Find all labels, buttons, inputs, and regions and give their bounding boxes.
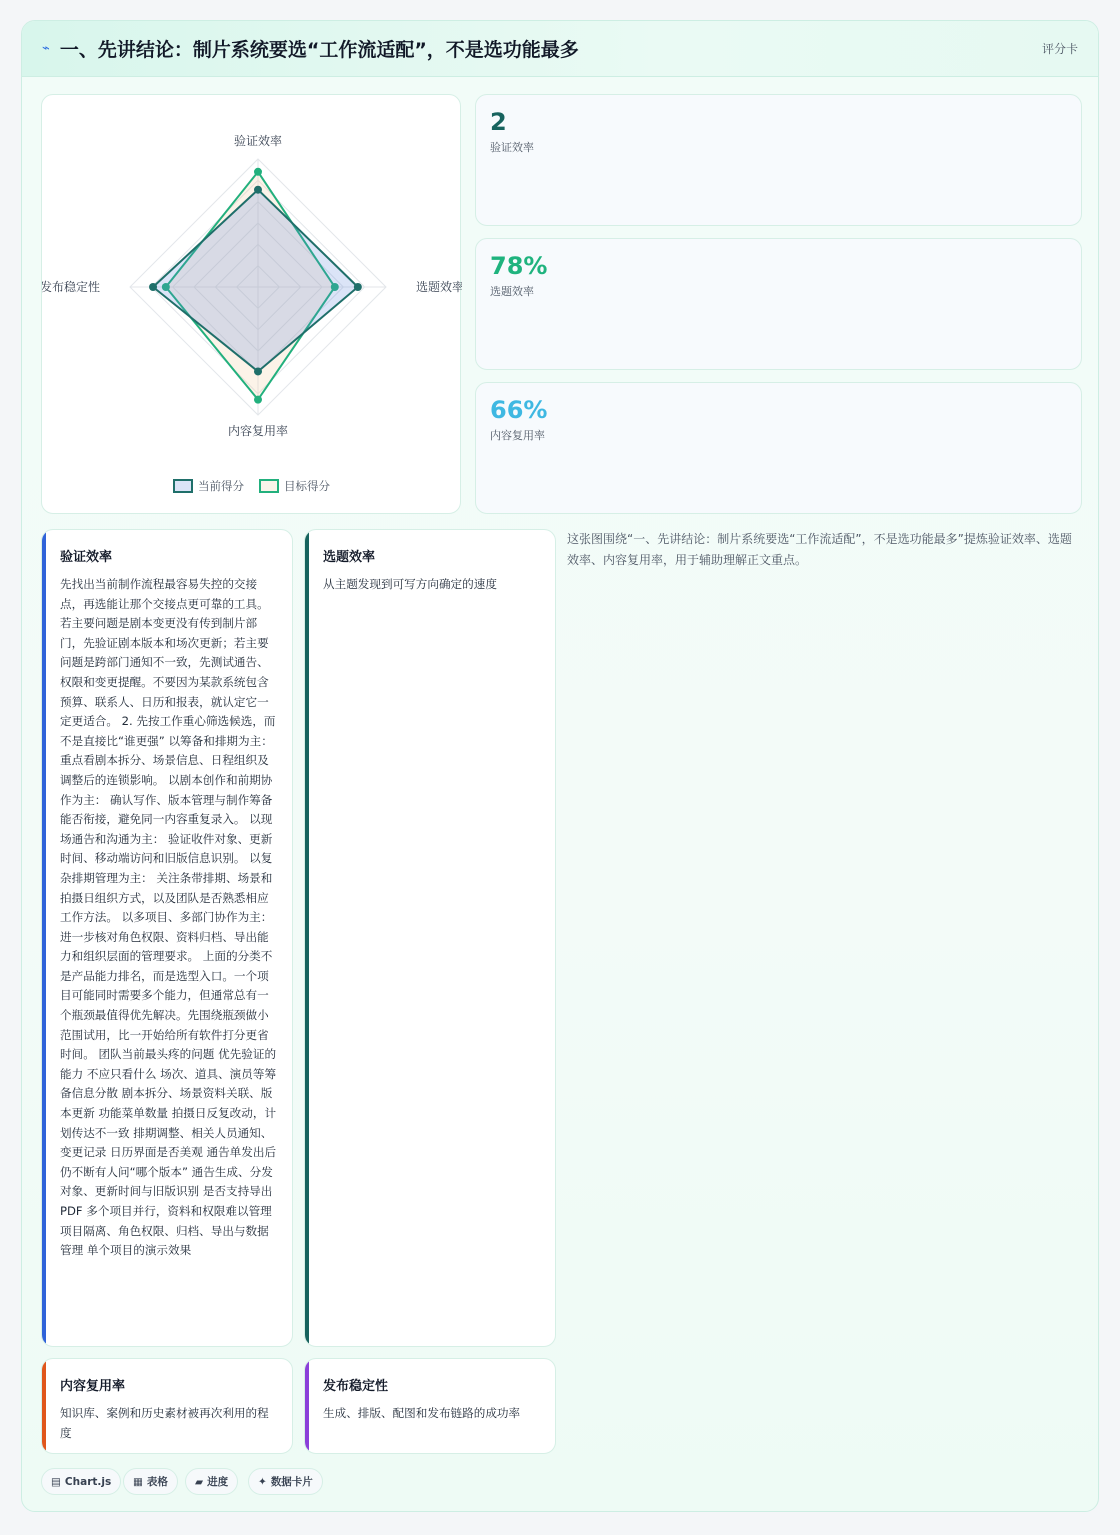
radar-series-area [153, 190, 358, 372]
stat-card-3 [475, 382, 1082, 514]
metric-card-verify [41, 529, 293, 1347]
panel-header [22, 21, 1098, 77]
pill-chartjs[interactable] [41, 1468, 121, 1495]
radar-axis-label: 内容复用率 [227, 424, 289, 438]
radar-data-point [149, 283, 157, 291]
page-title: 一、先讲结论：制片系统要选“工作流适配”，不是选功能最多 [59, 39, 579, 61]
stat-label: 内容复用率 [490, 429, 545, 442]
legend-swatch [260, 480, 278, 492]
pill-progress[interactable] [185, 1468, 238, 1495]
metric-card-reuse [41, 1358, 293, 1454]
metric-card-publish [304, 1358, 556, 1454]
radar-axis-label: 验证效率 [233, 134, 283, 148]
table-icon: ▦ [133, 1475, 143, 1488]
stat-value: 78% [490, 252, 548, 280]
pill-label: 数据卡片 [270, 1476, 313, 1488]
metric-card-topic [304, 529, 556, 1347]
chart-description: 这张图围绕“一、先讲结论：制片系统要选“工作流适配”，不是选功能最多”提炼验证效率、选题效率、内容复用率，用于辅助理解正文重点。 [567, 532, 1072, 567]
radar-data-point [254, 396, 262, 404]
radar-data-point [254, 168, 262, 176]
stat-card-1 [475, 94, 1082, 226]
lightning-icon: ⌁ [42, 41, 50, 56]
pill-label: Chart.js [64, 1475, 112, 1488]
legend-swatch [174, 480, 192, 492]
metric-text: 知识库、案例和历史素材被再次利用的程度 [60, 1406, 269, 1440]
metric-title: 内容复用率 [60, 1379, 126, 1394]
stat-value: 66% [490, 396, 548, 424]
metric-title: 验证效率 [60, 550, 113, 565]
radar-chart [42, 95, 462, 515]
metric-text: 生成、排版、配图和发布链路的成功率 [323, 1406, 521, 1420]
radar-axis-label: 选题效率 [416, 280, 462, 294]
chart-icon: ▤ [51, 1475, 61, 1488]
scorecard-tag: 评分卡 [1041, 42, 1078, 56]
stat-label: 验证效率 [490, 141, 534, 154]
pill-table[interactable] [123, 1468, 178, 1495]
progress-icon: ▰ [195, 1475, 204, 1488]
stat-label: 选题效率 [490, 285, 534, 298]
pill-label: 进度 [207, 1476, 229, 1488]
metric-title: 选题效率 [323, 550, 376, 565]
radar-data-point [254, 367, 262, 375]
metric-text: 从主题发现到可写方向确定的速度 [323, 577, 497, 591]
pill-label: 表格 [146, 1476, 168, 1488]
metric-text: 先找出当前制作流程最容易失控的交接点，再选能让那个交接点更可靠的工具。 若主要问题是剧本变更没有传到制片部门，先验证剧本版本和场次更新；若主要问题是跨部门通知不一致，先测试通告、权限和变更提醒。不要因为某款系统包含预算、联系人、日历和报表，就认定它一定更适合。 2. 先按工作重心筛选候选，而不是直接比“谁更强” 以筹备和排期为主： 重点看剧本拆分、场景信息、日程组织及调整后的连锁影响。 以剧本创作和前期协作为主： 确认写作、版本管理与制作筹备能否衔接，避免同一内容重复录入。 以现场通告和沟通为主： 验证收件对象、更新时间、移动端访问和旧版信息识别。 以复杂排期管理为主： 关注条带排期、场景和拍摄日组织方式，以及团队是否熟悉相应工作方法。 以多项目、多部门协作为主： 进一步核对角色权限、资料归档、导出能力和组织层面的管理要求。 上面的分类不是产品能力排名，而是选型入口。一个项目可能同时需要多个能力，但通常总有一个瓶颈最值得优先解决。先围绕瓶颈做小范围试用，比一开始给所有软件打分更省时间。 团队当前最头疼的问题 优先验证的能力 不应只看什么 场次、道具、演员等筹备信息分散 剧本拆分、场景资料关联、版本更新 功能菜单数量 拍摄日反复改动，计划传达不一致 排期调整、相关人员通知、变更记录 日历界面是否美观 通告单发出后仍不断有人问“哪个版本” 通告生成、分发对象、更新时间与旧版识别 是否支持导出 PDF 多个项目并行，资料和权限难以管理 项目隔离、角色权限、归档、导出与数据管理 单个项目的演示效果 [60, 577, 277, 1258]
stat-value: 2 [490, 108, 507, 136]
stat-card-2 [475, 238, 1082, 370]
legend-label: 目标得分 [284, 479, 330, 493]
metric-title: 发布稳定性 [323, 1379, 389, 1394]
radar-axis-label: 发布稳定性 [42, 280, 100, 294]
scorecard-panel [21, 20, 1099, 1512]
radar-data-point [254, 186, 262, 194]
legend-label: 当前得分 [198, 479, 244, 493]
radar-chart-card [41, 94, 461, 514]
sparkle-icon: ✦ [258, 1475, 267, 1488]
radar-data-point [354, 283, 362, 291]
pill-datacard[interactable] [248, 1468, 323, 1495]
